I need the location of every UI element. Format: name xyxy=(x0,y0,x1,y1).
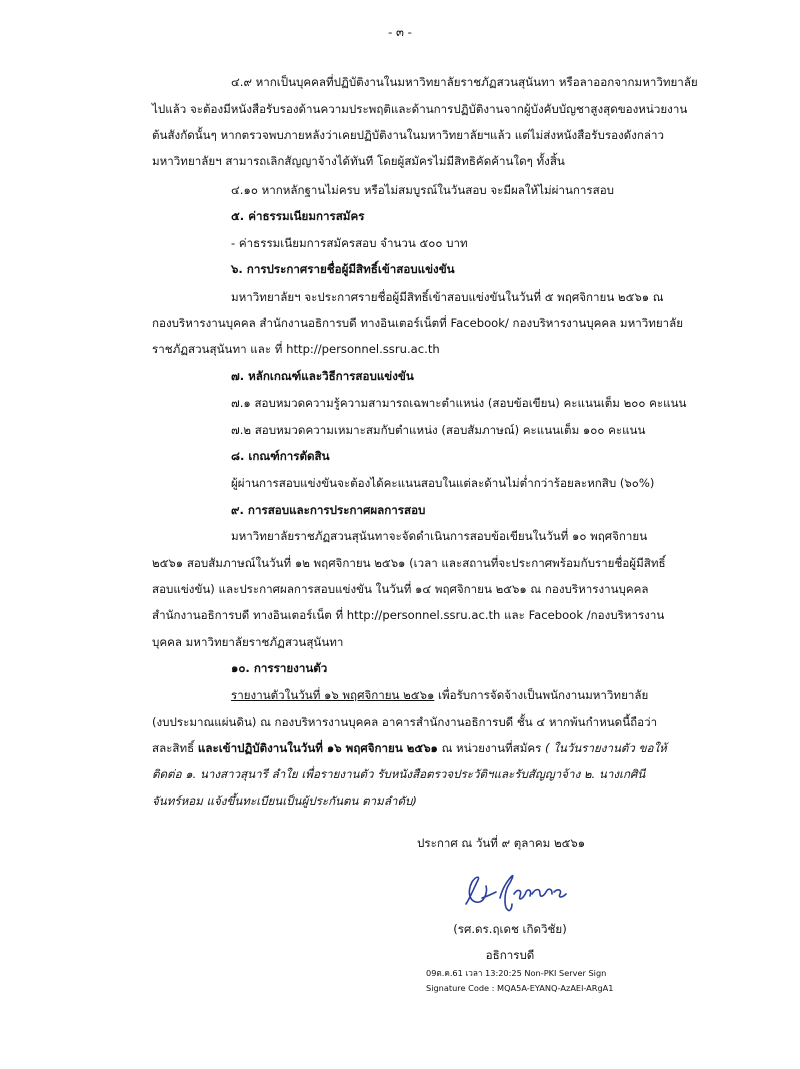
signature-code: Signature Code : MQA5A-EYANQ-AzAEl-ARgA1 xyxy=(426,983,614,993)
s10-heading: ๑๐. การรายงานตัว xyxy=(231,661,328,675)
s5-heading: ๕. ค่าธรรมเนียมการสมัคร xyxy=(231,209,365,223)
s5-line1: - ค่าธรรมเนียมการสมัครสอบ จำนวน ๕๐๐ บาท xyxy=(231,236,468,250)
s9-line5: บุคคล มหาวิทยาลัยราชภัฏสวนสุนันทา xyxy=(152,635,344,649)
s10-line1 xyxy=(231,685,648,705)
s4-9-line4: มหาวิทยาลัยฯ สามารถเลิกสัญญาจ้างได้ทันที โดยผู้สมัครไม่มีสิทธิคัดค้านใดๆ ทั้งสิ้น xyxy=(152,154,565,168)
s6-line3: ราชภัฏสวนสุนันทา และ ที่ http://personnel.ssru.ac.th xyxy=(152,342,440,356)
s7-line2: ๗.๒ สอบหมวดความเหมาะสมกับตำแหน่ง (สอบสัมภาษณ์) คะแนนเต็ม ๑๐๐ คะแนน xyxy=(231,423,646,437)
s7-line1: ๗.๑ สอบหมวดความรู้ความสามารถเฉพาะตำแหน่ง (สอบข้อเขียน) คะแนนเต็ม ๒๐๐ คะแนน xyxy=(231,396,687,410)
signatory-title: อธิการบดี xyxy=(485,948,535,962)
s9-line4: สำนักงานอธิการบดี ทางอินเตอร์เน็ต ที่ http://personnel.ssru.ac.th และ Facebook /กองบริหารงาน xyxy=(152,608,665,622)
server-sign-timestamp: 09ต.ค.61 เวลา 13:20:25 Non-PKI Server Sign xyxy=(426,968,607,978)
s8-heading: ๘. เกณฑ์การตัดสิน xyxy=(231,449,330,463)
s10-line3 xyxy=(152,738,667,758)
s9-line3: สอบแข่งขัน) และประกาศผลการสอบแข่งขัน ในวันที่ ๑๔ พฤศจิกายน ๒๕๖๑ ณ กองบริหารงานบุคคล xyxy=(152,582,649,596)
announce-date: ประกาศ ณ วันที่ ๙ ตุลาคม ๒๕๖๑ xyxy=(417,836,586,850)
s4-9-line3: ต้นสังกัดนั้นๆ หากตรวจพบภายหลังว่าเคยปฏิบัติงานในมหาวิทยาลัยฯแล้ว แต่ไม่ส่งหนังสือรับรองดังกล่าว xyxy=(152,128,665,142)
signatory-name: (รศ.ดร.ฤเดช เกิดวิชัย) xyxy=(453,922,567,936)
s9-line2: ๒๕๖๑ สอบสัมภาษณ์ในวันที่ ๑๒ พฤศจิกายน ๒๕๖๑ (เวลา และสถานที่จะประกาศพร้อมกับรายชื่อผู้มีสิทธิ์ xyxy=(152,556,666,570)
s10-line3-italic: ( ในวันรายงานตัว ขอให้ xyxy=(545,741,667,755)
signature-image xyxy=(462,868,574,916)
s10-line1-rest: เพื่อรับการจัดจ้างเป็นพนักงานมหาวิทยาลัย xyxy=(434,688,649,702)
s9-heading: ๙. การสอบและการประกาศผลการสอบ xyxy=(231,503,426,517)
s10-line4: ติดต่อ ๑. นางสาวสุนารี ลำใย เพื่อรายงานตัว รับหนังสือตรวจประวัติฯและรับสัญญาจ้าง ๒. นางเกศินี xyxy=(152,767,646,781)
s6-heading: ๖. การประกาศรายชื่อผู้มีสิทธิ์เข้าสอบแข่งขัน xyxy=(231,262,455,276)
s4-10-line: ๔.๑๐ หากหลักฐานไม่ครบ หรือไม่สมบูรณ์ในวันสอบ จะมีผลให้ไม่ผ่านการสอบ xyxy=(231,183,615,197)
s8-line1: ผู้ผ่านการสอบแข่งขันจะต้องได้คะแนนสอบในแต่ละด้านไม่ต่ำกว่าร้อยละหกสิบ (๖๐%) xyxy=(231,476,655,490)
start-work-date-bold: และเข้าปฏิบัติงานในวันที่ ๑๖ พฤศจิกายน ๒๕๖๑ xyxy=(197,741,438,755)
s10-line3-b: ณ หน่วยงานที่สมัคร xyxy=(437,741,546,755)
s6-line2: กองบริหารงานบุคคล สำนักงานอธิการบดี ทางอินเตอร์เน็ตที่ Facebook/ กองบริหารงานบุคคล มหาวิทยาลัย xyxy=(152,316,684,330)
s4-9-line2: ไปแล้ว จะต้องมีหนังสือรับรองด้านความประพฤติและด้านการปฏิบัติงานจากผู้บังคับบัญชาสูงสุดของหน่วยงาน xyxy=(152,102,688,116)
s9-line1: มหาวิทยาลัยราชภัฏสวนสุนันทาจะจัดดำเนินการสอบข้อเขียนในวันที่ ๑๐ พฤศจิกายน xyxy=(231,529,648,543)
s6-line1: มหาวิทยาลัยฯ จะประกาศรายชื่อผู้มีสิทธิ์เข้าสอบแข่งขันในวันที่ ๕ พฤศจิกายน ๒๕๖๑ ณ xyxy=(231,290,664,304)
s7-heading: ๗. หลักเกณฑ์และวิธีการสอบแข่งขัน xyxy=(231,369,414,383)
s10-line3-a: สละสิทธิ์ xyxy=(152,741,198,755)
report-date-underlined: รายงานตัวในวันที่ ๑๖ พฤศจิกายน ๒๕๖๑ xyxy=(231,688,435,702)
s10-line2: (งบประมาณแผ่นดิน) ณ กองบริหารงานบุคคล อาคารสำนักงานอธิการบดี ชั้น ๔ หากพ้นกำหนดนี้ถือว่า xyxy=(152,715,658,729)
page-number: - ๓ - xyxy=(388,25,412,39)
s10-line5: จันทร์หอม แจ้งขึ้นทะเบียนเป็นผู้ประกันตน ตามลำดับ) xyxy=(152,794,417,808)
s4-9-line1: ๔.๙ หากเป็นบุคคลที่ปฏิบัติงานในมหาวิทยาลัยราชภัฏสวนสุนันทา หรือลาออกจากมหาวิทยาลัย xyxy=(231,75,698,89)
